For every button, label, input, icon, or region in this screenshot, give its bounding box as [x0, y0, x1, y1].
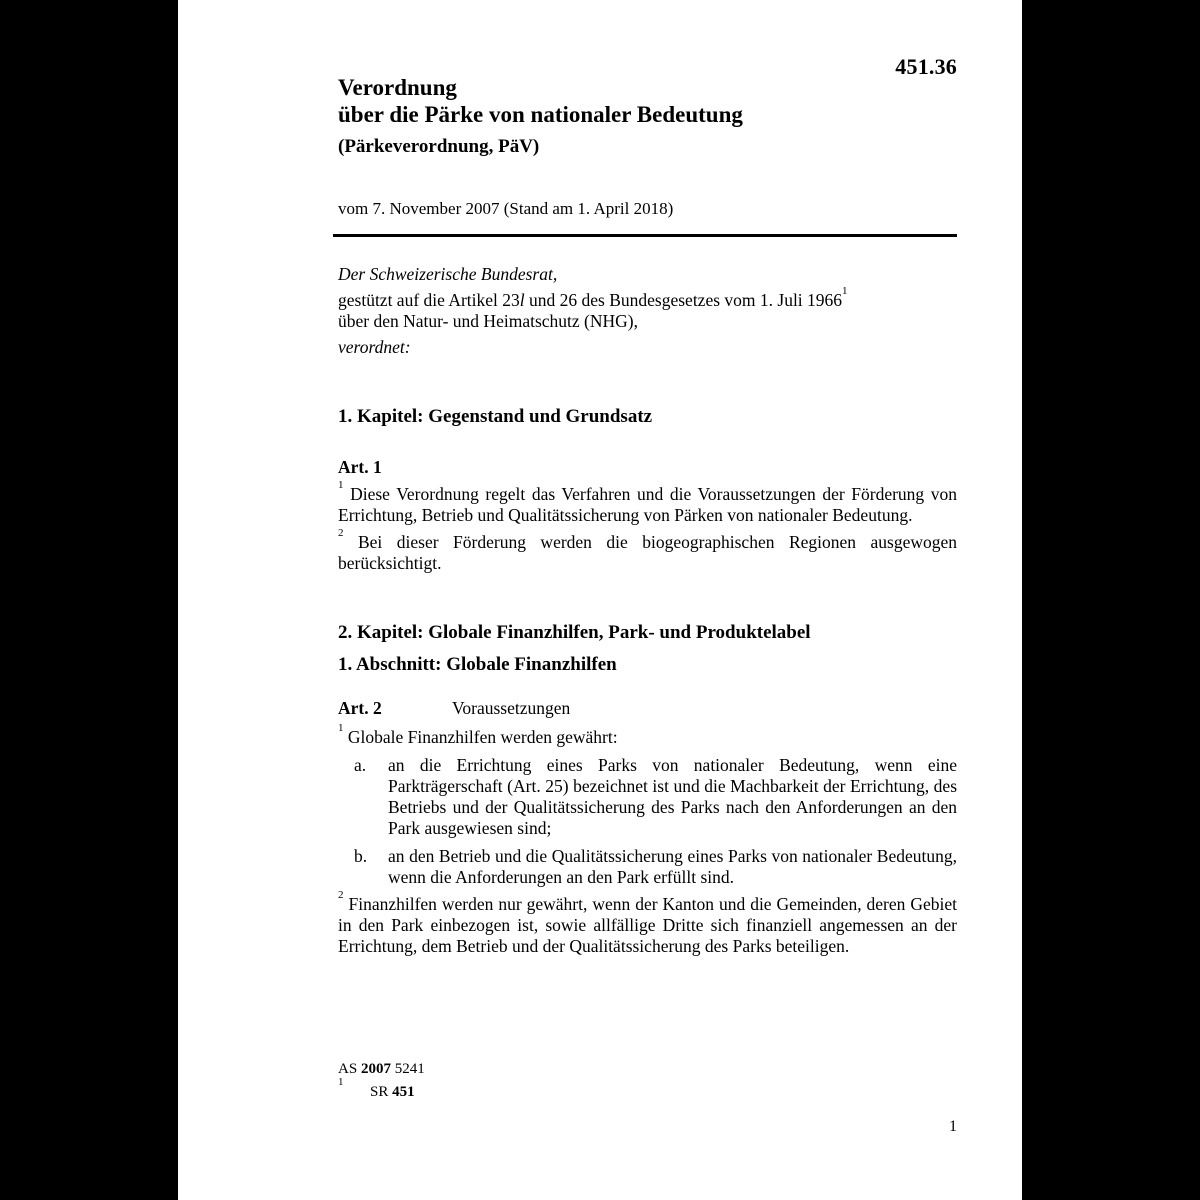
- footnote-marker: [338, 1076, 370, 1104]
- paragraph-marker-1: 1: [338, 721, 344, 734]
- date-line: vom 7. November 2007 (Stand am 1. April 2018): [338, 199, 674, 218]
- legal-basis-line2: über den Natur- und Heimatschutz (NHG),: [338, 310, 638, 331]
- article-2-heading: [338, 698, 957, 719]
- paragraph-text: Finanzhilfen werden nur gewährt, wenn der Kanton und die Gemeinden, deren Gebiet in den Park einbezogen ist, sowie allfällige Dritte sich finanziell angemessen an der Errichtung, dem Betrieb und der Qualitätssicherung des Parks beteiligen.: [338, 893, 957, 956]
- document-subtitle: (Pärkeverordnung, PäV): [338, 136, 540, 157]
- as-prefix: AS: [338, 1061, 361, 1077]
- article-1-label: Art. 1: [338, 456, 382, 477]
- list-item-a: [338, 755, 957, 839]
- sr-prefix: SR: [370, 1084, 393, 1100]
- enactment-clause: verordnet:: [338, 336, 411, 357]
- article-2-label: Art. 2: [338, 697, 382, 718]
- sr-number: 451: [392, 1084, 415, 1100]
- article-1-paragraph-2: [338, 526, 957, 574]
- paragraph-text: Bei dieser Förderung werden die biogeographischen Regionen ausgewogen berücksichtigt.: [338, 531, 957, 573]
- footnote-ref-1: 1: [842, 284, 848, 297]
- article-2-title: Voraussetzungen: [452, 697, 571, 718]
- section-1-heading: 1. Abschnitt: Globale Finanzhilfen: [338, 653, 617, 675]
- footnote-1: [338, 1076, 957, 1104]
- paragraph-text: Globale Finanzhilfen werden gewährt:: [347, 726, 618, 747]
- document-title: [338, 74, 957, 158]
- as-page: 5241: [390, 1061, 425, 1077]
- as-year: 2007: [360, 1061, 391, 1077]
- document-page: [178, 0, 1022, 1200]
- list-marker: b.: [354, 845, 368, 866]
- paragraph-text: Diese Verordnung regelt das Verfahren und die Voraussetzungen der Förderung von Errichtung, Betrieb und Qualitätssicherung von Pärken von nationaler Bedeutung.: [338, 483, 958, 525]
- legal-basis-part1: gestützt auf die Artikel 23: [338, 289, 520, 310]
- chapter-1-heading: 1. Kapitel: Gegenstand und Grundsatz: [338, 405, 653, 427]
- page-number: 1: [949, 1118, 957, 1135]
- paragraph-marker-2: 2: [338, 526, 344, 539]
- footnote-marker-number: 1: [338, 1076, 344, 1088]
- list-item-text: an den Betrieb und die Qualitätssicherung eines Parks von nationaler Bedeutung, wenn die Anforderungen an den Park erfüllt sind.: [388, 845, 957, 887]
- article-2-paragraph-1: [338, 721, 957, 748]
- title-line-1: Verordnung: [338, 75, 457, 100]
- legal-basis-italic-l: l: [519, 289, 525, 310]
- article-1-paragraph-1: [338, 478, 958, 526]
- list-item-text: an die Errichtung eines Parks von nationaler Bedeutung, wenn eine Parkträgerschaft (Art. 25) bezeichnet ist und die Machbarkeit der Errichtung, des Betriebs und der Qualitätssicherung des Parks nach den Anforderungen an den Park ausgewiesen sind;: [388, 754, 957, 838]
- chapter-2-heading: 2. Kapitel: Globale Finanzhilfen, Park- und Produktelabel: [338, 621, 811, 643]
- doc-number: 451.36: [895, 54, 957, 79]
- list-item-b: [338, 846, 957, 888]
- list-marker: a.: [354, 754, 367, 775]
- page-content: [178, 0, 1022, 957]
- footnote-text: [370, 1084, 415, 1100]
- legal-basis-part2: und 26 des Bundesgesetzes vom 1. Juli 1966: [524, 289, 843, 310]
- legal-basis: [338, 284, 957, 332]
- as-reference: [338, 1058, 957, 1081]
- paragraph-marker-2: 2: [338, 888, 344, 901]
- preamble-author: Der Schweizerische Bundesrat,: [338, 263, 558, 284]
- paragraph-marker-1: 1: [338, 478, 344, 491]
- page-footer: [338, 1058, 957, 1104]
- title-line-2: über die Pärke von nationaler Bedeutung: [338, 102, 743, 127]
- header-divider-rule: [333, 234, 957, 237]
- article-2-paragraph-2: [338, 888, 957, 957]
